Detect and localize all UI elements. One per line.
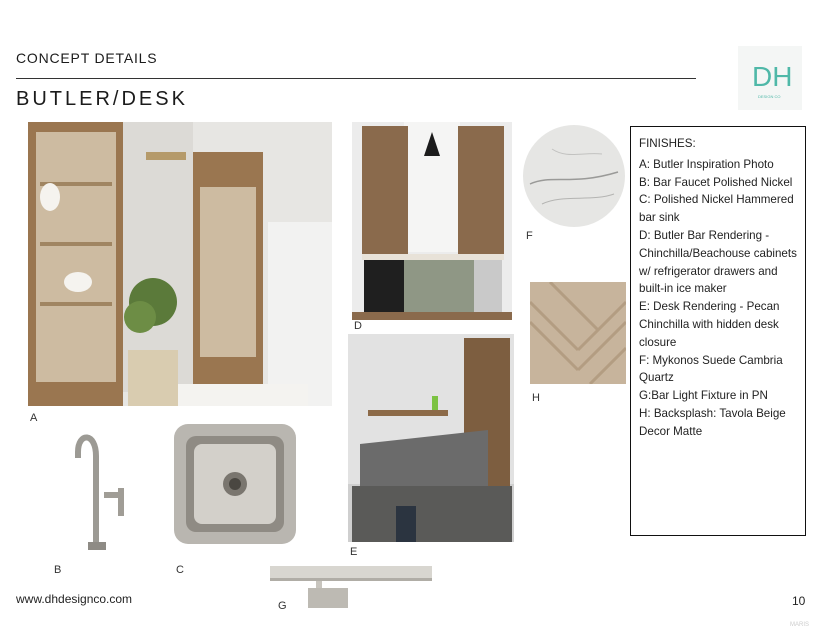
- hammered-sink: [172, 422, 298, 546]
- finish-item-a: A: Butler Inspiration Photo: [639, 157, 774, 171]
- desk-rendering: [348, 334, 514, 542]
- section-label: CONCEPT DETAILS: [16, 50, 158, 66]
- finish-item-c: C: Polished Nickel Hammered bar sink: [639, 193, 794, 225]
- header-divider: [16, 78, 696, 79]
- caption-a: A: [30, 412, 38, 424]
- finish-item-e: E: Desk Rendering - Pecan Chinchilla with hidden desk closure: [639, 300, 780, 349]
- finish-item-b: B: Bar Faucet Polished Nickel: [639, 175, 793, 189]
- brand-logo: [738, 46, 802, 110]
- caption-h: H: [532, 392, 540, 404]
- finish-item-h: H: Backsplash: Tavola Beige Decor Matte: [639, 406, 786, 438]
- caption-c: C: [176, 564, 184, 576]
- caption-b: B: [54, 564, 62, 576]
- caption-d: D: [354, 320, 362, 332]
- website-link[interactable]: www.dhdesignco.com: [16, 592, 133, 606]
- butler-bar-rendering: [352, 122, 512, 320]
- logo-subtext: DESIGN CO: [758, 94, 781, 99]
- bar-light-fixture: [268, 564, 434, 610]
- watermark: MARIS: [790, 622, 810, 628]
- finish-item-f: F: Mykonos Suede Cambria Quartz: [639, 353, 783, 385]
- bar-faucet: [68, 426, 138, 552]
- page-number: 10: [792, 594, 806, 608]
- backsplash-tile: [530, 282, 626, 384]
- quartz-sample: [522, 124, 626, 228]
- caption-e: E: [350, 546, 358, 558]
- page-title: BUTLER/DESK: [16, 88, 188, 110]
- finishes-list: [630, 126, 806, 536]
- finish-item-d: D: Butler Bar Rendering - Chinchilla/Beachouse cabinets w/ refrigerator drawers and built-in ice maker: [639, 228, 797, 296]
- caption-g: G: [278, 600, 287, 612]
- caption-f: F: [526, 230, 533, 242]
- finish-item-g: G:Bar Light Fixture in PN: [639, 389, 768, 403]
- finishes-heading: FINISHES:: [639, 137, 696, 150]
- logo-monogram: DH: [752, 61, 793, 92]
- butler-inspiration-photo: [28, 122, 332, 406]
